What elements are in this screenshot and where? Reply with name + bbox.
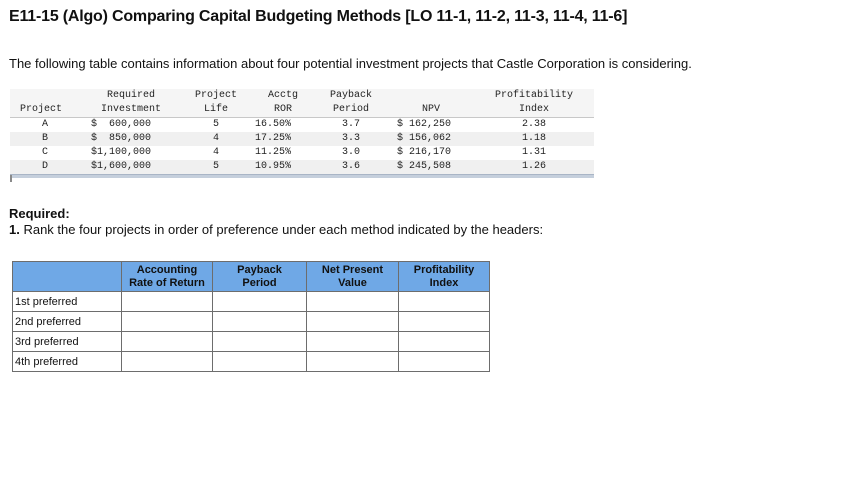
info-table-header — [10, 89, 594, 118]
info-table-scrollbar[interactable] — [10, 174, 594, 178]
rank-row-2nd — [13, 312, 490, 332]
cell-project: D — [41, 161, 49, 172]
cell-pi: 1.31 — [521, 147, 547, 158]
rank-row-3rd — [13, 332, 490, 352]
rank-label: 4th preferred — [13, 352, 122, 372]
cell-ror: 10.95% — [254, 161, 292, 172]
cell-life: 5 — [212, 119, 220, 130]
answer-cell-arr-4[interactable] — [122, 352, 213, 372]
cell-pi: 2.38 — [521, 119, 547, 130]
header-investment-line1: Required — [106, 90, 156, 101]
header-ror-line1: Acctg — [267, 90, 299, 101]
answer-cell-npv-3[interactable] — [307, 332, 399, 352]
answer-cell-pi-3[interactable] — [399, 332, 490, 352]
cell-ror: 11.25% — [254, 147, 292, 158]
intro-text: The following table contains information about four potential investment projects that Castle Corporation is considering. — [9, 56, 692, 71]
answer-cell-payback-1[interactable] — [213, 292, 307, 312]
answer-cell-pi-1[interactable] — [399, 292, 490, 312]
requirement-instruction: Rank the four projects in order of preference under each method indicated by the headers: — [19, 222, 544, 237]
header-accounting-rate-of-return: Accounting Rate of Return — [122, 262, 213, 292]
info-row-a — [10, 118, 594, 132]
answer-cell-payback-4[interactable] — [213, 352, 307, 372]
answer-cell-payback-3[interactable] — [213, 332, 307, 352]
cell-life: 4 — [212, 133, 220, 144]
cell-pi: 1.26 — [521, 161, 547, 172]
rank-label: 2nd preferred — [13, 312, 122, 332]
cell-ror: 17.25% — [254, 133, 292, 144]
cell-pi: 1.18 — [521, 133, 547, 144]
cell-npv: $ 245,508 — [397, 161, 452, 172]
project-info-table — [10, 89, 594, 178]
header-pi-line1: Profitability — [494, 90, 574, 101]
answer-cell-arr-1[interactable] — [122, 292, 213, 312]
header-payback-period: Payback Period — [213, 262, 307, 292]
header-ror-line2: ROR — [273, 104, 293, 115]
header-payback-line2: Period — [332, 104, 370, 115]
cell-investment: $1,600,000 — [91, 161, 152, 172]
header-npv: NPV — [421, 104, 441, 115]
cell-project: A — [41, 119, 49, 130]
header-life-line1: Project — [194, 90, 238, 101]
info-row-c — [10, 146, 594, 160]
header-payback-line1: Payback — [329, 90, 373, 101]
cell-npv: $ 162,250 — [397, 119, 452, 130]
ranking-header-row — [13, 262, 490, 292]
scroll-handle[interactable] — [10, 175, 12, 182]
header-profitability-index: Profitability Index — [399, 262, 490, 292]
ranking-table — [12, 261, 490, 372]
info-row-b — [10, 132, 594, 146]
cell-life: 4 — [212, 147, 220, 158]
rank-label: 1st preferred — [13, 292, 122, 312]
answer-cell-pi-2[interactable] — [399, 312, 490, 332]
header-investment-line2: Investment — [100, 104, 162, 115]
cell-npv: $ 156,062 — [397, 133, 452, 144]
requirement-number: 1. — [9, 222, 20, 237]
rank-row-4th — [13, 352, 490, 372]
answer-cell-pi-4[interactable] — [399, 352, 490, 372]
cell-investment: $ 600,000 — [91, 119, 152, 130]
header-life-line2: Life — [203, 104, 229, 115]
rank-label: 3rd preferred — [13, 332, 122, 352]
page-title: E11-15 (Algo) Comparing Capital Budgeting Methods [LO 11-1, 11-2, 11-3, 11-4, 11-6] — [9, 8, 628, 25]
answer-cell-arr-2[interactable] — [122, 312, 213, 332]
answer-cell-payback-2[interactable] — [213, 312, 307, 332]
cell-npv: $ 216,170 — [397, 147, 452, 158]
cell-investment: $ 850,000 — [91, 133, 152, 144]
cell-project: B — [41, 133, 49, 144]
required-heading: Required: — [9, 206, 70, 221]
answer-cell-npv-4[interactable] — [307, 352, 399, 372]
header-pi-line2: Index — [518, 104, 550, 115]
cell-payback: 3.7 — [341, 119, 361, 130]
header-project: Project — [20, 104, 63, 115]
cell-payback: 3.3 — [341, 133, 361, 144]
ranking-corner-header — [13, 262, 122, 292]
requirement-text — [9, 222, 543, 237]
answer-cell-arr-3[interactable] — [122, 332, 213, 352]
cell-life: 5 — [212, 161, 220, 172]
cell-payback: 3.0 — [341, 147, 361, 158]
answer-cell-npv-2[interactable] — [307, 312, 399, 332]
cell-investment: $1,100,000 — [91, 147, 152, 158]
rank-row-1st — [13, 292, 490, 312]
info-row-d — [10, 160, 594, 174]
cell-ror: 16.50% — [254, 119, 292, 130]
cell-project: C — [41, 147, 49, 158]
cell-payback: 3.6 — [341, 161, 361, 172]
header-net-present-value: Net Present Value — [307, 262, 399, 292]
answer-cell-npv-1[interactable] — [307, 292, 399, 312]
